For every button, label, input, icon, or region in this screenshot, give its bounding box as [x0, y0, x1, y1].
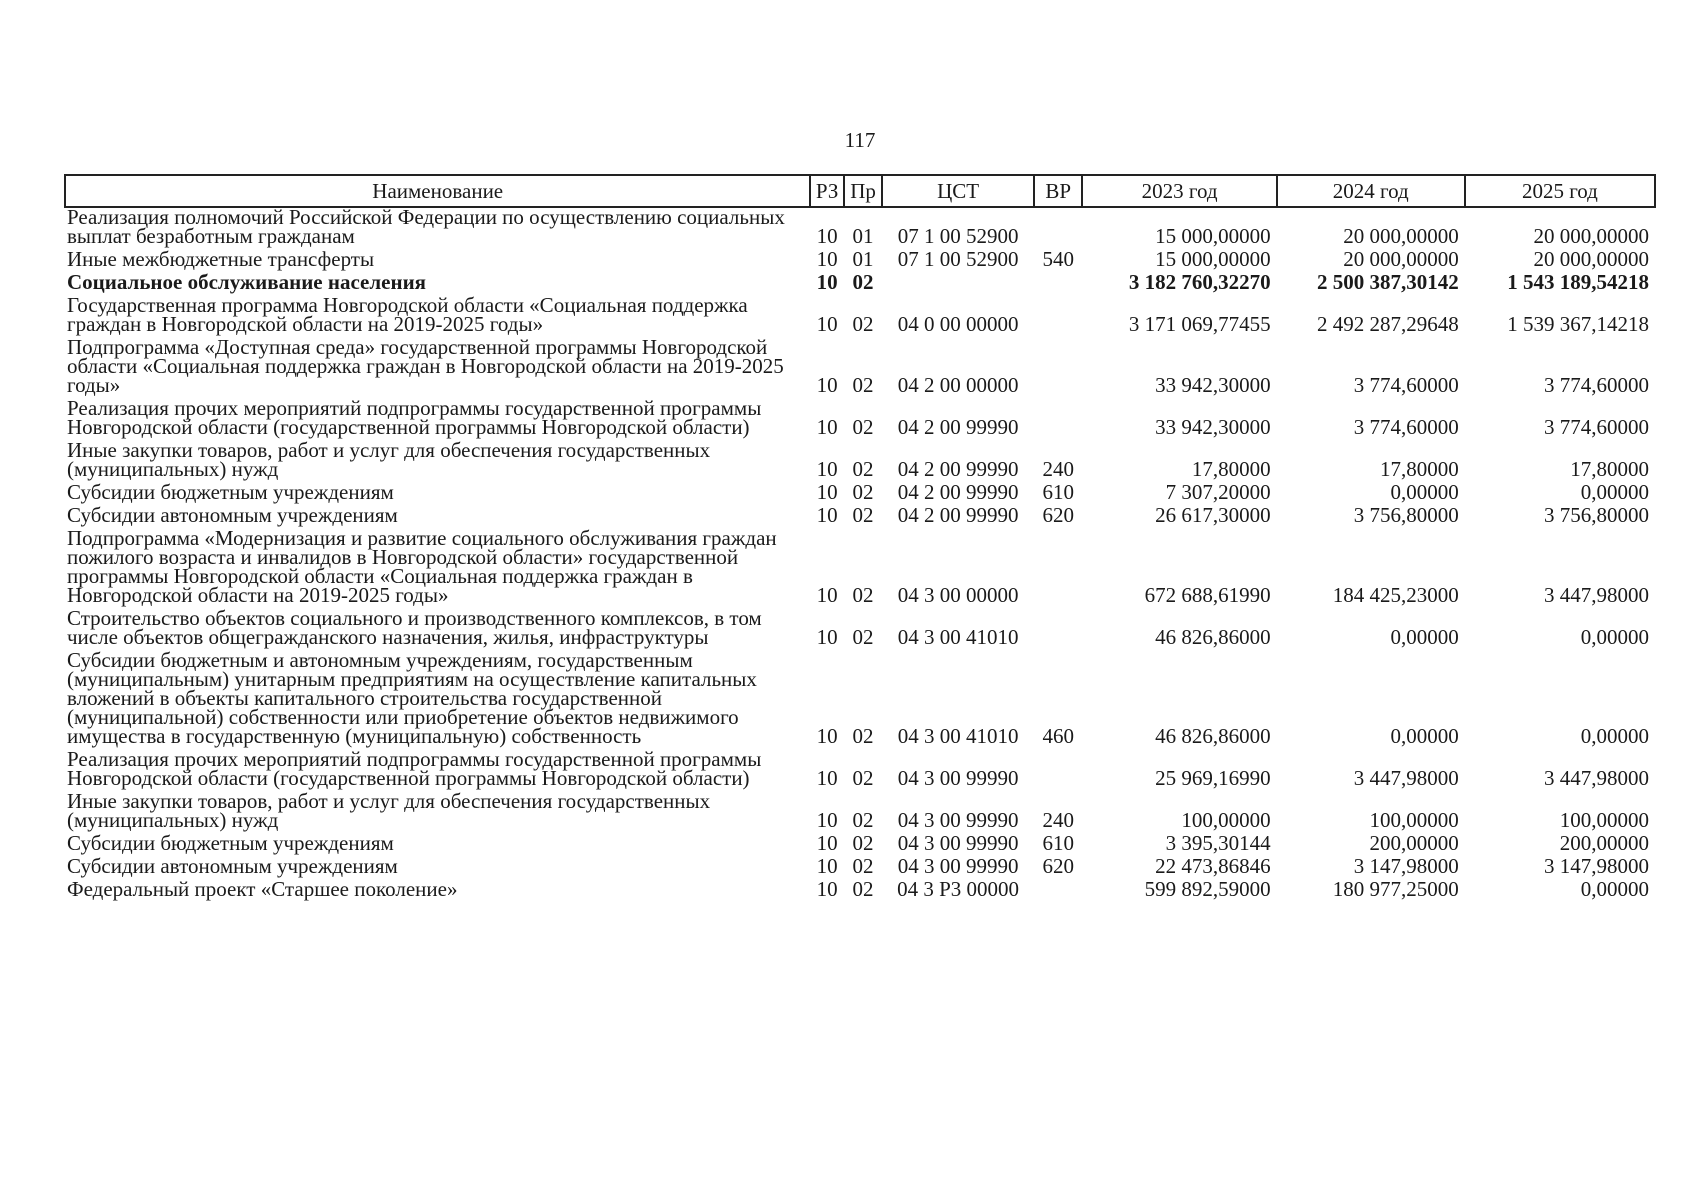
cell-vr — [1034, 338, 1083, 399]
cell-cst: 07 1 00 52900 — [897, 247, 1019, 271]
cell-2025: 0,00000 — [1580, 625, 1649, 649]
cell-pr: 02 — [852, 831, 874, 855]
cell-vr — [1034, 273, 1083, 296]
cell-2023: 46 826,86000 — [1155, 724, 1271, 748]
cell-pr: 02 — [852, 625, 874, 649]
cell-vr — [1034, 609, 1083, 651]
cell-pr: 01 — [852, 224, 874, 248]
table-header-row — [65, 175, 1655, 207]
cell-name: Строительство объектов социального и производственного комплексов, в том числе объектов общегражданского назначения, жилья, инфраструктуры — [67, 606, 762, 649]
cell-name: Субсидии автономным учреждениям — [67, 854, 398, 878]
cell-name: Реализация прочих мероприятий подпрограммы государственной программы Новгородской области (государственной программы Новгородской области) — [67, 747, 762, 790]
table-row — [65, 399, 1655, 441]
cell-2024: 20 000,00000 — [1343, 224, 1459, 248]
cell-vr — [1034, 750, 1083, 792]
cell-pr: 02 — [852, 415, 874, 439]
cell-name: Иные закупки товаров, работ и услуг для обеспечения государственных (муниципальных) нужд — [67, 789, 711, 832]
cell-pr: 02 — [852, 373, 874, 397]
header-2025: 2025 год — [1465, 175, 1655, 207]
cell-rz: 10 — [816, 503, 838, 527]
cell-rz: 10 — [816, 625, 838, 649]
cell-2024: 0,00000 — [1390, 724, 1459, 748]
cell-name: Субсидии автономным учреждениям — [67, 503, 398, 527]
cell-pr: 02 — [852, 766, 874, 790]
cell-pr: 02 — [852, 808, 874, 832]
cell-pr: 02 — [852, 503, 874, 527]
cell-rz: 10 — [816, 312, 838, 336]
cell-cst: 04 0 00 00000 — [897, 312, 1019, 336]
cell-rz: 10 — [816, 808, 838, 832]
table-row — [65, 609, 1655, 651]
cell-2024: 2 492 287,29648 — [1317, 312, 1459, 336]
cell-vr: 460 — [1042, 724, 1074, 748]
cell-2025: 0,00000 — [1580, 480, 1649, 504]
cell-rz: 10 — [816, 583, 838, 607]
cell-2025: 0,00000 — [1580, 877, 1649, 901]
cell-cst — [882, 273, 1034, 296]
cell-cst: 04 2 00 00000 — [897, 373, 1019, 397]
cell-name: Иные межбюджетные трансферты — [67, 247, 375, 271]
cell-vr: 240 — [1042, 808, 1074, 832]
cell-cst: 04 2 00 99990 — [897, 415, 1019, 439]
cell-rz: 10 — [816, 854, 838, 878]
cell-pr: 02 — [852, 724, 874, 748]
header-name: Наименование — [65, 175, 810, 207]
cell-rz: 10 — [816, 457, 838, 481]
table-row — [65, 296, 1655, 338]
cell-cst: 04 3 00 99990 — [897, 854, 1019, 878]
cell-2023: 3 395,30144 — [1165, 831, 1271, 855]
cell-vr: 240 — [1042, 457, 1074, 481]
cell-rz: 10 — [816, 270, 838, 294]
cell-2025: 3 447,98000 — [1544, 583, 1649, 607]
cell-pr: 02 — [852, 877, 874, 901]
cell-vr: 620 — [1042, 854, 1074, 878]
cell-cst: 04 3 P3 00000 — [897, 877, 1020, 901]
cell-name: Подпрограмма «Доступная среда» государственной программы Новгородской области «Социальная поддержка граждан в Новгородской области на 2019-2025 годы» — [67, 335, 784, 397]
cell-2024: 200,00000 — [1369, 831, 1459, 855]
cell-2023: 33 942,30000 — [1155, 415, 1271, 439]
cell-name: Субсидии бюджетным учреждениям — [67, 831, 394, 855]
cell-2025: 20 000,00000 — [1533, 247, 1649, 271]
cell-2025: 3 774,60000 — [1544, 415, 1649, 439]
cell-name: Субсидии бюджетным учреждениям — [67, 480, 394, 504]
cell-vr: 610 — [1042, 480, 1074, 504]
cell-2024: 3 774,60000 — [1353, 373, 1459, 397]
header-rz: РЗ — [810, 175, 843, 207]
cell-vr: 540 — [1042, 247, 1074, 271]
cell-rz: 10 — [816, 831, 838, 855]
budget-table — [64, 174, 1656, 903]
cell-cst: 04 3 00 41010 — [897, 724, 1019, 748]
cell-2023: 100,00000 — [1181, 808, 1271, 832]
cell-pr: 01 — [852, 247, 874, 271]
cell-vr — [1034, 296, 1083, 338]
cell-2025: 20 000,00000 — [1533, 224, 1649, 248]
cell-name: Федеральный проект «Старшее поколение» — [67, 877, 458, 901]
cell-name: Реализация полномочий Российской Федерации по осуществлению социальных выплат безработным гражданам — [67, 205, 785, 248]
table-row — [65, 651, 1655, 750]
cell-2023: 7 307,20000 — [1165, 480, 1271, 504]
header-pr: Пр — [844, 175, 882, 207]
page-number: 117 — [844, 128, 876, 152]
cell-2023: 33 942,30000 — [1155, 373, 1271, 397]
header-2023: 2023 год — [1082, 175, 1276, 207]
cell-cst: 04 2 00 99990 — [897, 457, 1019, 481]
cell-name: Государственная программа Новгородской области «Социальная поддержка граждан в Новгородской области на 2019-2025 годы» — [67, 293, 748, 336]
cell-pr: 02 — [852, 854, 874, 878]
cell-rz: 10 — [816, 415, 838, 439]
cell-name: Подпрограмма «Модернизация и развитие социального обслуживания граждан пожилого возраста и инвалидов в Новгородской области» государственной программы Новгородской области «Социальная поддержка граждан в Новгородской области на 2019-2025 годы» — [67, 526, 777, 607]
table-row — [65, 750, 1655, 792]
header-2024: 2024 год — [1277, 175, 1465, 207]
cell-2023: 3 171 069,77455 — [1128, 312, 1271, 336]
table-row — [65, 792, 1655, 834]
cell-rz: 10 — [816, 373, 838, 397]
cell-rz: 10 — [816, 766, 838, 790]
cell-2023: 26 617,30000 — [1155, 503, 1271, 527]
cell-cst: 04 3 00 99990 — [897, 808, 1019, 832]
cell-cst: 04 2 00 99990 — [897, 503, 1019, 527]
table-row — [65, 529, 1655, 609]
cell-vr — [1034, 880, 1083, 903]
cell-2023: 672 688,61990 — [1144, 583, 1271, 607]
cell-pr: 02 — [852, 270, 874, 294]
cell-2024: 180 977,25000 — [1332, 877, 1459, 901]
cell-2023: 599 892,59000 — [1144, 877, 1271, 901]
header-cst: ЦСТ — [882, 175, 1034, 207]
cell-name: Субсидии бюджетным и автономным учреждениям, государственным (муниципальным) унитарным предприятиям на осуществление капитальных вложений в объекты капитального строительства государственной (муниципальной) собственности или приобретение объектов недвижимого имущества в государственную (муниципальную) собственность — [67, 648, 757, 748]
cell-pr: 02 — [852, 480, 874, 504]
cell-2023: 46 826,86000 — [1155, 625, 1271, 649]
cell-name: Социальное обслуживание населения — [67, 270, 427, 294]
cell-2024: 0,00000 — [1390, 480, 1459, 504]
cell-2025: 1 543 189,54218 — [1507, 270, 1649, 294]
cell-name: Реализация прочих мероприятий подпрограммы государственной программы Новгородской области (государственной программы Новгородской области) — [67, 396, 762, 439]
cell-vr: 610 — [1042, 831, 1074, 855]
cell-2024: 100,00000 — [1369, 808, 1459, 832]
cell-2025: 3 756,80000 — [1544, 503, 1649, 527]
cell-2023: 25 969,16990 — [1155, 766, 1271, 790]
cell-2025: 0,00000 — [1580, 724, 1649, 748]
cell-name: Иные закупки товаров, работ и услуг для обеспечения государственных (муниципальных) нужд — [67, 438, 711, 481]
cell-2025: 200,00000 — [1559, 831, 1649, 855]
cell-2023: 15 000,00000 — [1155, 247, 1271, 271]
header-vr: ВР — [1034, 175, 1083, 207]
cell-pr: 02 — [852, 457, 874, 481]
cell-rz: 10 — [816, 224, 838, 248]
cell-2024: 20 000,00000 — [1343, 247, 1459, 271]
cell-rz: 10 — [816, 724, 838, 748]
cell-2023: 15 000,00000 — [1155, 224, 1271, 248]
cell-rz: 10 — [816, 480, 838, 504]
cell-vr — [1034, 207, 1083, 250]
cell-cst: 07 1 00 52900 — [897, 224, 1019, 248]
cell-vr — [1034, 529, 1083, 609]
cell-2025: 100,00000 — [1559, 808, 1649, 832]
cell-rz: 10 — [816, 247, 838, 271]
cell-2024: 3 756,80000 — [1353, 503, 1459, 527]
cell-2023: 3 182 760,32270 — [1128, 270, 1271, 294]
cell-2025: 1 539 367,14218 — [1507, 312, 1649, 336]
cell-2024: 3 447,98000 — [1353, 766, 1459, 790]
cell-2025: 3 147,98000 — [1544, 854, 1649, 878]
table-row — [65, 207, 1655, 250]
cell-2024: 3 774,60000 — [1353, 415, 1459, 439]
table-row — [65, 880, 1655, 903]
cell-2024: 17,80000 — [1380, 457, 1459, 481]
cell-2025: 3 447,98000 — [1544, 766, 1649, 790]
cell-2023: 22 473,86846 — [1155, 854, 1271, 878]
cell-cst: 04 3 00 99990 — [897, 831, 1019, 855]
cell-vr — [1034, 399, 1083, 441]
cell-2024: 184 425,23000 — [1332, 583, 1459, 607]
cell-pr: 02 — [852, 312, 874, 336]
cell-2025: 17,80000 — [1570, 457, 1649, 481]
cell-2025: 3 774,60000 — [1544, 373, 1649, 397]
cell-2024: 0,00000 — [1390, 625, 1459, 649]
cell-2024: 3 147,98000 — [1353, 854, 1459, 878]
cell-pr: 02 — [852, 583, 874, 607]
table-row — [65, 338, 1655, 399]
cell-rz: 10 — [816, 877, 838, 901]
cell-cst: 04 3 00 99990 — [897, 766, 1019, 790]
cell-2023: 17,80000 — [1191, 457, 1271, 481]
table-body — [65, 207, 1655, 903]
table-row — [65, 441, 1655, 483]
cell-vr: 620 — [1042, 503, 1074, 527]
cell-cst: 04 2 00 99990 — [897, 480, 1019, 504]
cell-cst: 04 3 00 00000 — [897, 583, 1019, 607]
cell-cst: 04 3 00 41010 — [897, 625, 1019, 649]
cell-2024: 2 500 387,30142 — [1317, 270, 1459, 294]
